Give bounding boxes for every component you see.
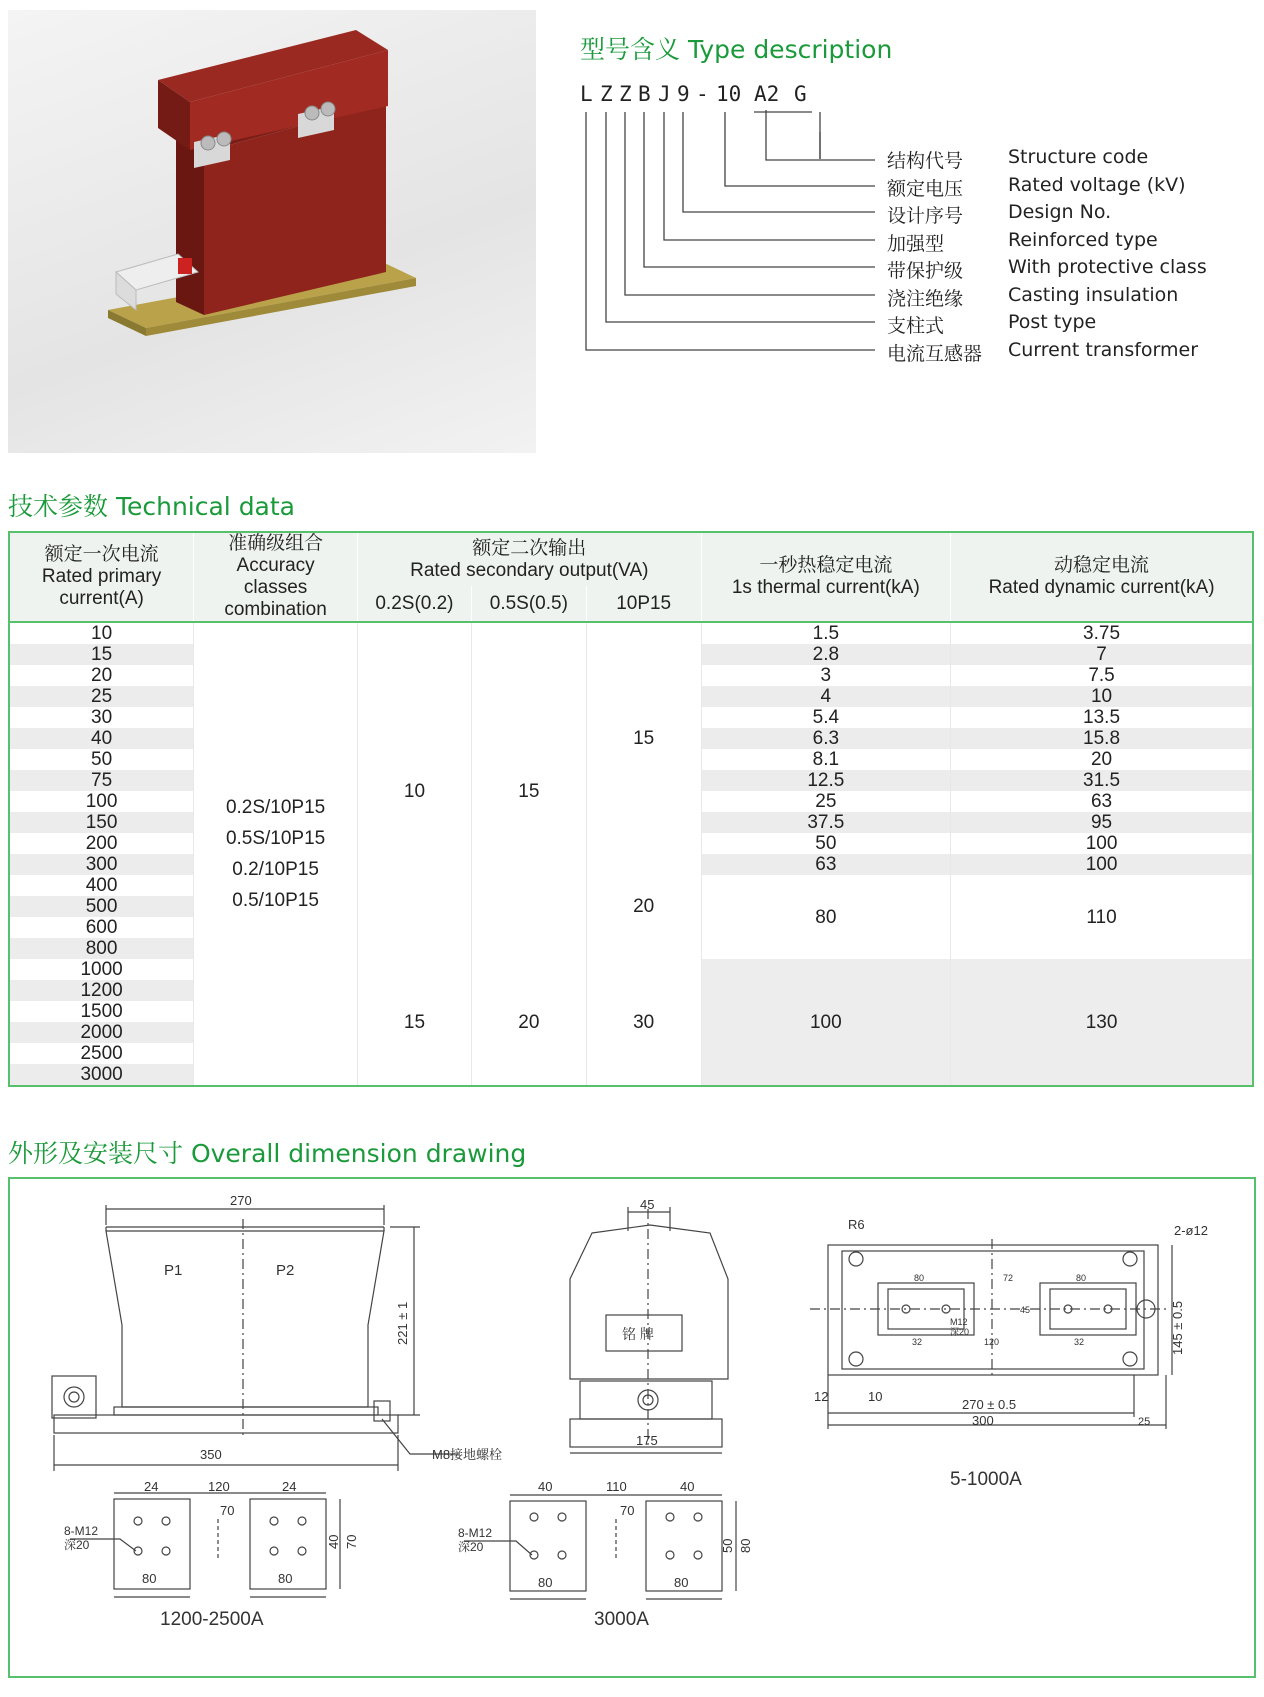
primary-current-cell: 1200 xyxy=(9,980,194,1001)
dim-label: 40 xyxy=(538,1479,553,1494)
code-char: - xyxy=(696,82,709,106)
dim-label: 145 ± 0.5 xyxy=(1170,1300,1185,1355)
dim-label: 铭 牌 xyxy=(622,1326,654,1342)
dim-label: 70 xyxy=(220,1503,235,1518)
dim-label: 80 xyxy=(278,1571,293,1586)
drawing-caption: 1200-2500A xyxy=(160,1609,264,1630)
thermal-cell: 5.4 xyxy=(701,707,951,728)
code-char: J xyxy=(658,82,671,106)
dim-label: 350 xyxy=(200,1447,222,1462)
dim-label: 175 xyxy=(636,1433,658,1448)
dim-label: 40 xyxy=(680,1479,695,1494)
drawing-caption: 5-1000A xyxy=(950,1469,1022,1490)
dim-label: 80 xyxy=(1076,1273,1087,1283)
accuracy-combos-cell: 0.2S/10P15 0.5S/10P15 0.2/10P15 0.5/10P15 xyxy=(194,622,358,1086)
model-code xyxy=(580,82,820,110)
dynamic-cell: 10 xyxy=(951,686,1253,707)
dim-label: 25 xyxy=(1138,1416,1151,1428)
primary-current-cell: 2000 xyxy=(9,1022,194,1043)
thermal-cell: 63 xyxy=(701,854,951,875)
dim-label: 72 xyxy=(1003,1273,1014,1283)
header-accuracy: 准确级组合 Accuracy classes combination xyxy=(194,532,358,622)
dynamic-cell: 130 xyxy=(951,959,1253,1086)
dynamic-cell: 7.5 xyxy=(951,665,1253,686)
dim-label: 10 xyxy=(868,1389,883,1404)
primary-current-cell: 200 xyxy=(9,833,194,854)
dynamic-cell: 7 xyxy=(951,644,1253,665)
dim-label: 50 xyxy=(720,1538,735,1553)
sec-10p15-c: 30 xyxy=(586,959,701,1086)
dim-label: 221 ± 1 xyxy=(395,1301,410,1345)
dim-label: 2-ø12 xyxy=(1174,1223,1208,1238)
dim-label: 12 xyxy=(814,1389,829,1404)
dimension-drawing-title: 外形及安装尺寸 Overall dimension drawing xyxy=(8,1139,527,1168)
dim-label: 80 xyxy=(142,1571,157,1586)
primary-current-cell: 1000 xyxy=(9,959,194,980)
dynamic-cell: 3.75 xyxy=(951,622,1253,644)
dim-label: 120 xyxy=(208,1479,230,1494)
dim-label: 32 xyxy=(912,1337,923,1347)
primary-current-cell: 400 xyxy=(9,875,194,896)
thermal-cell: 6.3 xyxy=(701,728,951,749)
primary-current-cell: 3000 xyxy=(9,1064,194,1086)
dynamic-cell: 100 xyxy=(951,833,1253,854)
primary-current-cell: 15 xyxy=(9,644,194,665)
header-0-5s: 0.5S(0.5) xyxy=(471,586,586,622)
code-char: A2 xyxy=(754,82,780,106)
code-char: 10 xyxy=(716,82,742,106)
dim-label: 深20 xyxy=(950,1327,970,1337)
thermal-cell: 2.8 xyxy=(701,644,951,665)
primary-current-cell: 2500 xyxy=(9,1043,194,1064)
dim-label: 24 xyxy=(282,1479,297,1494)
primary-current-cell: 300 xyxy=(9,854,194,875)
dim-label: 80 xyxy=(538,1575,553,1590)
header-dynamic: 动稳定电流 Rated dynamic current(kA) xyxy=(951,532,1253,622)
dynamic-cell: 110 xyxy=(951,875,1253,959)
dim-label: 300 xyxy=(972,1413,994,1428)
dimension-drawing-frame xyxy=(8,1177,1256,1678)
dim-label: 深20 xyxy=(458,1540,484,1554)
header-secondary-output: 额定二次输出 Rated secondary output(VA) xyxy=(358,532,702,586)
primary-current-cell: 75 xyxy=(9,770,194,791)
technical-data-table xyxy=(8,531,1254,1087)
code-char: L xyxy=(580,82,593,106)
primary-current-cell: 500 xyxy=(9,896,194,917)
primary-current-cell: 25 xyxy=(9,686,194,707)
sec-0-5s-a: 15 xyxy=(471,622,586,959)
code-char: 9 xyxy=(677,82,690,106)
primary-current-cell: 600 xyxy=(9,917,194,938)
dim-label: 120 xyxy=(984,1337,1000,1347)
code-char: G xyxy=(794,82,807,106)
dynamic-cell: 95 xyxy=(951,812,1253,833)
primary-current-cell: 40 xyxy=(9,728,194,749)
dim-label: 270 xyxy=(230,1193,252,1208)
transformer-illustration xyxy=(8,10,536,453)
primary-current-cell: 20 xyxy=(9,665,194,686)
header-10p15: 10P15 xyxy=(586,586,701,622)
dim-label: 80 xyxy=(914,1273,925,1283)
code-char: B xyxy=(638,82,651,106)
dynamic-cell: 13.5 xyxy=(951,707,1253,728)
dim-label: 70 xyxy=(344,1534,359,1549)
code-leader-lines xyxy=(580,110,880,360)
dynamic-cell: 15.8 xyxy=(951,728,1253,749)
primary-current-cell: 30 xyxy=(9,707,194,728)
dim-label: 8-M12 xyxy=(64,1524,99,1538)
dim-label: 8-M12 xyxy=(458,1526,493,1540)
sec-0-5s-b: 20 xyxy=(471,959,586,1086)
dimension-drawing xyxy=(10,1179,1254,1676)
thermal-cell: 4 xyxy=(701,686,951,707)
dim-label: 70 xyxy=(620,1503,635,1518)
dim-label: 40 xyxy=(326,1534,341,1549)
dim-label: 45 xyxy=(640,1197,655,1212)
dim-label: 45 xyxy=(1020,1305,1031,1315)
thermal-cell: 12.5 xyxy=(701,770,951,791)
thermal-cell: 80 xyxy=(701,875,951,959)
dim-label: 深20 xyxy=(64,1538,90,1552)
thermal-cell: 100 xyxy=(701,959,951,1086)
dim-label: P1 xyxy=(164,1262,183,1279)
sec-10p15-a: 15 xyxy=(586,622,701,854)
primary-current-cell: 800 xyxy=(9,938,194,959)
dim-label: 32 xyxy=(1074,1337,1085,1347)
header-primary-current: 额定一次电流 Rated primary current(A) xyxy=(9,532,194,622)
primary-current-cell: 10 xyxy=(9,622,194,644)
dim-label: P2 xyxy=(276,1262,295,1279)
thermal-cell: 37.5 xyxy=(701,812,951,833)
thermal-cell: 3 xyxy=(701,665,951,686)
dynamic-cell: 20 xyxy=(951,749,1253,770)
type-description-title: 型号含义 Type description xyxy=(580,35,893,64)
header-thermal: 一秒热稳定电流 1s thermal current(kA) xyxy=(701,532,951,622)
sec-0-2s-a: 10 xyxy=(358,622,472,959)
dynamic-cell: 31.5 xyxy=(951,770,1253,791)
primary-current-cell: 150 xyxy=(9,812,194,833)
thermal-cell: 50 xyxy=(701,833,951,854)
dynamic-cell: 63 xyxy=(951,791,1253,812)
thermal-cell: 8.1 xyxy=(701,749,951,770)
drawing-caption: 3000A xyxy=(594,1609,649,1630)
header-0-2s: 0.2S(0.2) xyxy=(358,586,472,622)
thermal-cell: 25 xyxy=(701,791,951,812)
primary-current-cell: 1500 xyxy=(9,1001,194,1022)
sec-0-2s-b: 15 xyxy=(358,959,472,1086)
dim-label: 80 xyxy=(674,1575,689,1590)
dim-label: R6 xyxy=(848,1217,865,1232)
code-char: Z xyxy=(619,82,632,106)
dim-label: 270 ± 0.5 xyxy=(962,1397,1017,1412)
sec-10p15-b: 20 xyxy=(586,854,701,959)
code-char: Z xyxy=(600,82,613,106)
dim-label: M12 xyxy=(950,1317,968,1327)
thermal-cell: 1.5 xyxy=(701,622,951,644)
dim-label: 80 xyxy=(738,1538,753,1553)
primary-current-cell: 50 xyxy=(9,749,194,770)
dim-label: 24 xyxy=(144,1479,159,1494)
technical-data-title: 技术参数 Technical data xyxy=(8,492,295,521)
dynamic-cell: 100 xyxy=(951,854,1253,875)
primary-current-cell: 100 xyxy=(9,791,194,812)
dim-label: M8接地螺栓 xyxy=(432,1447,503,1462)
dim-label: 110 xyxy=(606,1479,627,1494)
product-photo xyxy=(8,10,536,453)
